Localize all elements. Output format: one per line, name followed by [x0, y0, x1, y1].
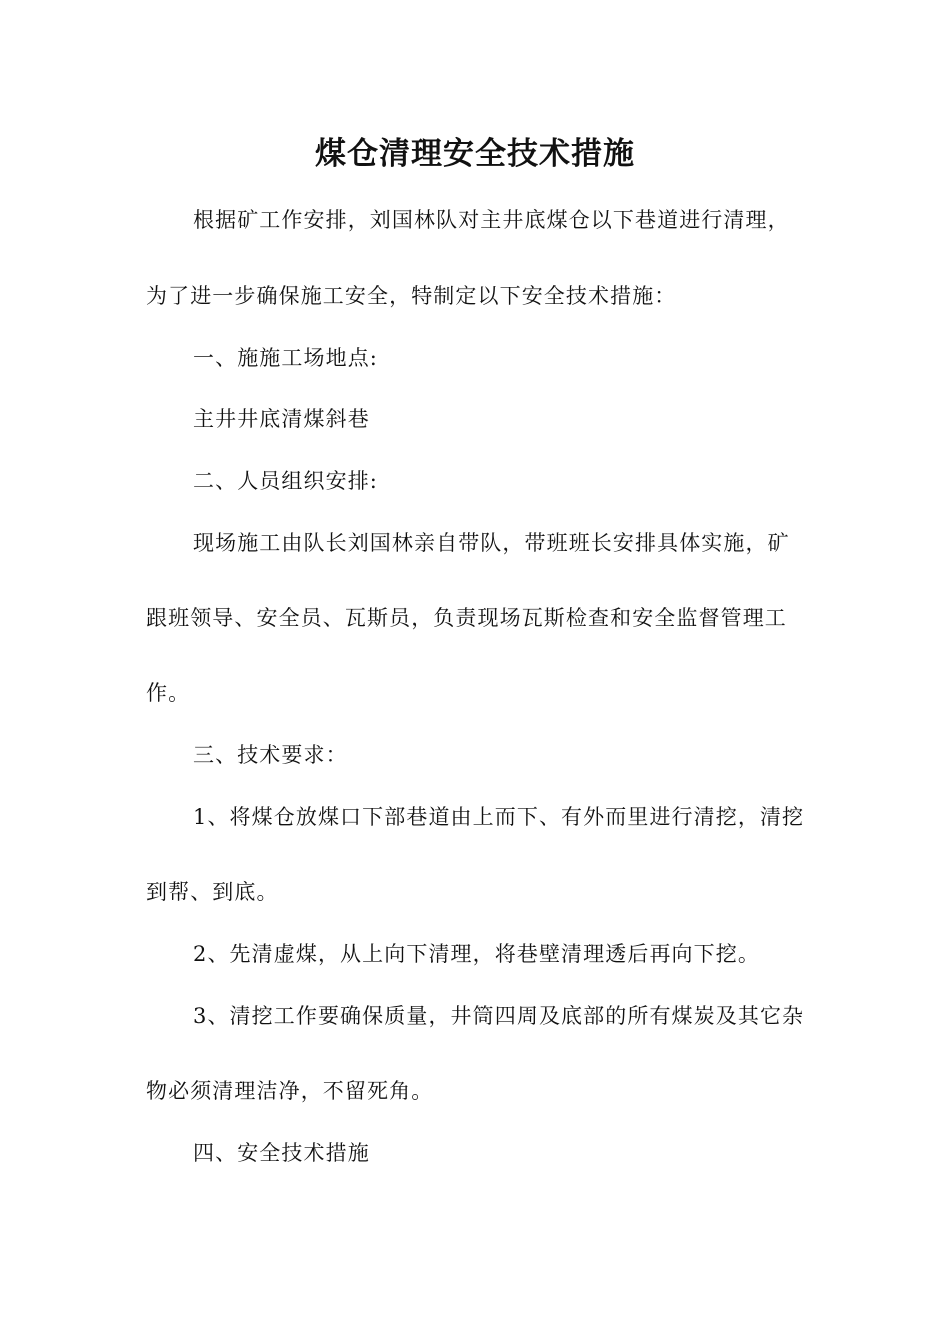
- paragraph-line: 到帮、到底。: [146, 880, 279, 904]
- section-heading: 四、安全技术措施: [193, 1141, 370, 1165]
- section-heading: 三、技术要求：: [193, 743, 348, 767]
- paragraph-line: 主井井底清煤斜巷: [193, 407, 370, 431]
- paragraph-line: 根据矿工作安排，刘国林队对主井底煤仓以下巷道进行清理，: [193, 208, 790, 232]
- paragraph-line: 物必须清理洁净，不留死角。: [146, 1079, 434, 1103]
- paragraph-line: 2、先清虚煤，从上向下清理，将巷壁清理透后再向下挖。: [193, 942, 760, 966]
- section-heading: 二、人员组织安排:: [193, 469, 378, 493]
- paragraph-line: 3、清挖工作要确保质量，井筒四周及底部的所有煤炭及其它杂: [193, 1004, 805, 1028]
- document-title: 煤仓清理安全技术措施: [315, 136, 635, 172]
- paragraph-line: 为了进一步确保施工安全，特制定以下安全技术措施：: [146, 284, 677, 308]
- section-heading: 一、施施工场地点:: [193, 346, 378, 370]
- paragraph-line: 作。: [146, 681, 191, 705]
- paragraph-line: 现场施工由队长刘国林亲自带队，带班班长安排具体实施，矿: [193, 531, 790, 555]
- paragraph-line: 跟班领导、安全员、瓦斯员，负责现场瓦斯检查和安全监督管理工: [146, 606, 787, 630]
- paragraph-line: 1、将煤仓放煤口下部巷道由上而下、有外而里进行清挖，清挖: [193, 805, 805, 829]
